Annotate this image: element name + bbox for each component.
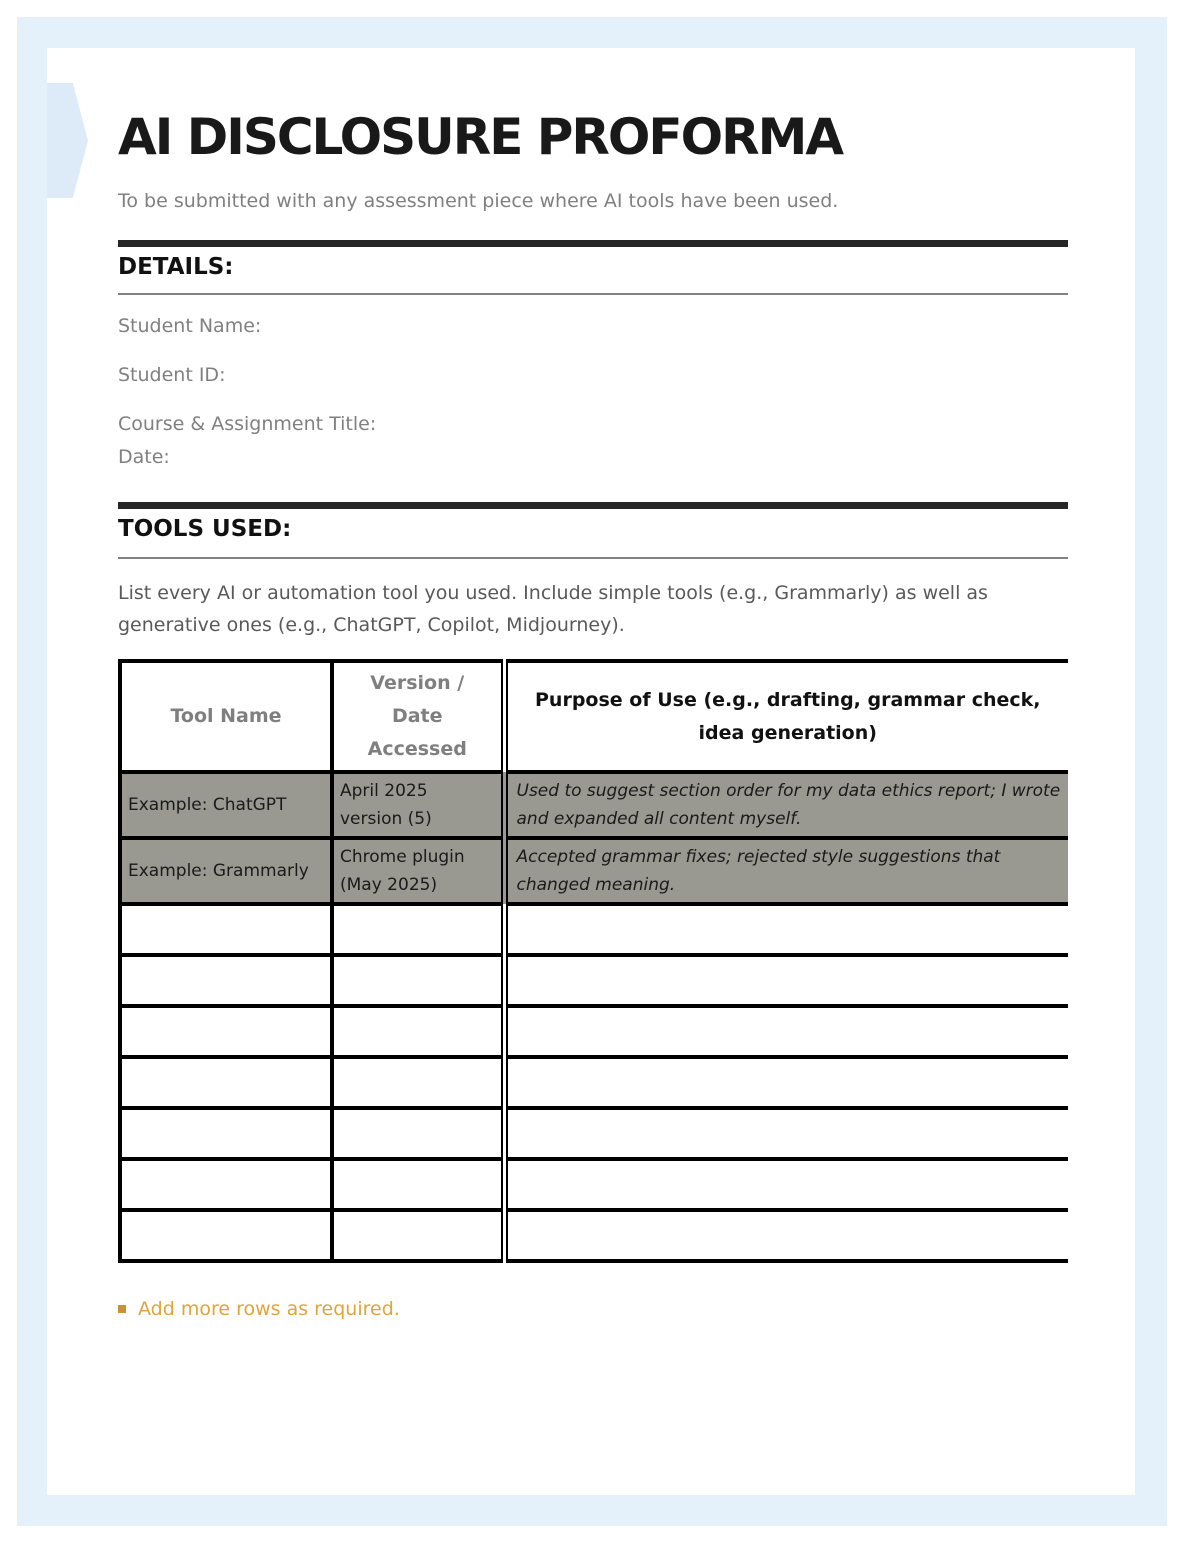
add-rows-note xyxy=(118,1298,1068,1320)
empty-row xyxy=(120,1006,1068,1057)
field-course-assignment-title[interactable]: Course & Assignment Title: xyxy=(118,413,377,435)
cell-purpose: Accepted grammar fixes; rejected style suggestions that changed meaning. xyxy=(504,838,1068,904)
details-fields xyxy=(118,316,1068,468)
empty-cell-tool[interactable] xyxy=(120,1057,332,1108)
field-student-name[interactable]: Student Name: xyxy=(118,315,262,337)
empty-cell-version[interactable] xyxy=(332,1006,504,1057)
empty-cell-purpose[interactable] xyxy=(504,955,1068,1006)
empty-cell-version[interactable] xyxy=(332,1210,504,1261)
cell-tool-name: Example: Grammarly xyxy=(120,838,332,904)
empty-row xyxy=(120,1057,1068,1108)
empty-cell-purpose[interactable] xyxy=(504,1006,1068,1057)
empty-cell-tool[interactable] xyxy=(120,904,332,955)
tools-intro: List every AI or automation tool you used. Include simple tools (e.g., Grammarly) as well as generative ones (e.g., ChatGPT, Copilot, Midjourney). xyxy=(118,582,988,636)
empty-cell-version[interactable] xyxy=(332,904,504,955)
empty-cell-purpose[interactable] xyxy=(504,1057,1068,1108)
tools-top-bar xyxy=(118,502,1068,509)
header-purpose: Purpose of Use (e.g., drafting, grammar check, idea generation) xyxy=(504,661,1068,772)
example-row-chatgpt xyxy=(120,772,1068,838)
empty-cell-version[interactable] xyxy=(332,1108,504,1159)
empty-row xyxy=(120,1108,1068,1159)
tools-heading: TOOLS USED: xyxy=(118,516,292,542)
empty-row xyxy=(120,1159,1068,1210)
details-heading: DETAILS: xyxy=(118,254,234,280)
add-rows-note-text: Add more rows as required. xyxy=(138,1298,400,1320)
details-underline xyxy=(118,293,1068,295)
field-student-id[interactable]: Student ID: xyxy=(118,364,226,386)
empty-cell-tool[interactable] xyxy=(120,1108,332,1159)
tools-underline xyxy=(118,557,1068,559)
empty-cell-tool[interactable] xyxy=(120,1159,332,1210)
page-subtitle: To be submitted with any assessment piece where AI tools have been used. xyxy=(118,190,839,212)
cell-version-date: April 2025 version (5) xyxy=(332,772,504,838)
cell-purpose: Used to suggest section order for my data ethics report; I wrote and expanded all content myself. xyxy=(504,772,1068,838)
table-header-row xyxy=(120,661,1068,772)
empty-cell-purpose[interactable] xyxy=(504,1108,1068,1159)
empty-cell-purpose[interactable] xyxy=(504,1210,1068,1261)
empty-cell-tool[interactable] xyxy=(120,1006,332,1057)
empty-cell-purpose[interactable] xyxy=(504,904,1068,955)
details-top-bar xyxy=(118,240,1068,247)
tools-table-container xyxy=(118,659,1068,1292)
empty-row xyxy=(120,955,1068,1006)
empty-cell-tool[interactable] xyxy=(120,1210,332,1261)
empty-cell-version[interactable] xyxy=(332,1057,504,1108)
header-version-date: Version / Date Accessed xyxy=(332,661,504,772)
empty-cell-tool[interactable] xyxy=(120,955,332,1006)
tools-table xyxy=(118,659,1068,1263)
cell-version-date: Chrome plugin (May 2025) xyxy=(332,838,504,904)
empty-row xyxy=(120,904,1068,955)
empty-cell-version[interactable] xyxy=(332,1159,504,1210)
example-row-grammarly xyxy=(120,838,1068,904)
empty-cell-version[interactable] xyxy=(332,955,504,1006)
empty-row-clipped xyxy=(120,1210,1068,1261)
chevron-decoration-icon xyxy=(47,83,88,198)
document-page xyxy=(47,48,1135,1495)
cell-tool-name: Example: ChatGPT xyxy=(120,772,332,838)
header-tool-name: Tool Name xyxy=(120,661,332,772)
document-content xyxy=(118,48,1068,1320)
page-title: AI DISCLOSURE PROFORMA xyxy=(118,108,843,166)
field-date[interactable]: Date: xyxy=(118,446,170,468)
square-bullet-icon xyxy=(118,1305,126,1313)
empty-cell-purpose[interactable] xyxy=(504,1159,1068,1210)
